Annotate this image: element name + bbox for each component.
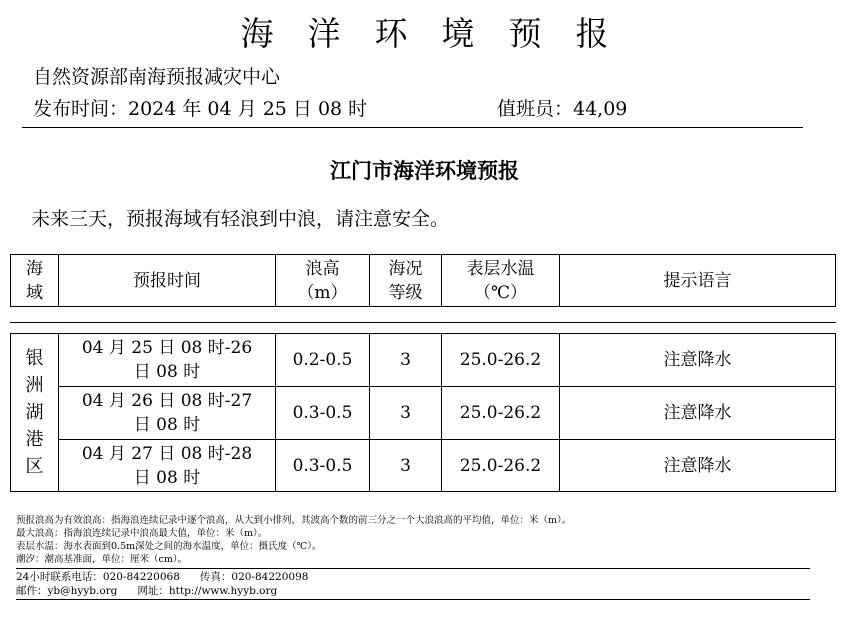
document-title: 海洋环境预报 [240,14,643,53]
forecast-subtitle: 江门市海洋环境预报 [330,159,519,183]
contact-web-line [16,584,277,598]
footnote: 表层水温：海水表面到0.5m深处之间的海水温度，单位：摄氏度（℃）。 [16,541,322,552]
contact-phone: 24小时联系电话：020-84220068 [16,571,180,583]
contact-email[interactable]: 邮件：yb@hyyb.org [16,585,118,597]
row-time: 04 月 25 日 08 时-26 日 08 时 [59,334,276,387]
forecast-table [10,333,836,492]
row-temp: 25.0-26.2 [442,440,560,492]
contact-website[interactable]: 网址：http://www.hyyb.org [137,585,278,597]
release-time: 发布时间：2024 年 04 月 25 日 08 时 [33,98,368,120]
row-tip: 注意降水 [560,387,836,440]
row-temp: 25.0-26.2 [442,387,560,440]
row-time: 04 月 26 日 08 时-27 日 08 时 [59,387,276,440]
header-row [11,255,836,307]
duty-officer: 值班员：44,09 [497,98,628,120]
row-tip: 注意降水 [560,334,836,387]
table-row [11,334,836,387]
organization-name: 自然资源部南海预报减灾中心 [33,66,281,88]
header-time: 预报时间 [59,255,276,307]
area-cell: 银洲湖港区 [11,334,59,492]
row-sea-state: 3 [370,440,442,492]
contact-phone-line [16,570,308,584]
header-temp: 表层水温（℃） [442,255,560,307]
table-row [11,440,836,492]
footnotes [16,514,571,566]
row-tip: 注意降水 [560,440,836,492]
row-sea-state: 3 [370,387,442,440]
footnote: 潮汐：潮高基准面，单位：厘米（cm）。 [16,554,188,565]
row-time: 04 月 27 日 08 时-28 日 08 时 [59,440,276,492]
table-separator-line [10,322,836,323]
row-wave: 0.3-0.5 [276,440,370,492]
forecast-summary: 未来三天，预报海域有轻浪到中浪，请注意安全。 [31,208,450,230]
header-sea-state: 海况等级 [370,255,442,307]
header-tip: 提示语言 [560,255,836,307]
row-wave: 0.2-0.5 [276,334,370,387]
row-wave: 0.3-0.5 [276,387,370,440]
forecast-table-header [10,254,836,307]
contact-fax: 传真：020-84220098 [199,571,309,583]
footer-bottom-line [16,599,810,600]
header-wave: 浪高（m） [276,255,370,307]
footnote: 预报浪高为有效浪高：指海浪连续记录中逐个浪高，从大到小排列，其波高个数的前三分之一个大浪浪高的平均值，单位：米（m）。 [16,515,572,526]
header-area: 海域 [11,255,59,307]
table-row [11,387,836,440]
footer-divider [16,568,810,569]
header-divider [22,127,803,128]
footnote: 最大浪高：指海浪连续记录中浪高最大值，单位：米（m）。 [16,528,268,539]
row-temp: 25.0-26.2 [442,334,560,387]
row-sea-state: 3 [370,334,442,387]
